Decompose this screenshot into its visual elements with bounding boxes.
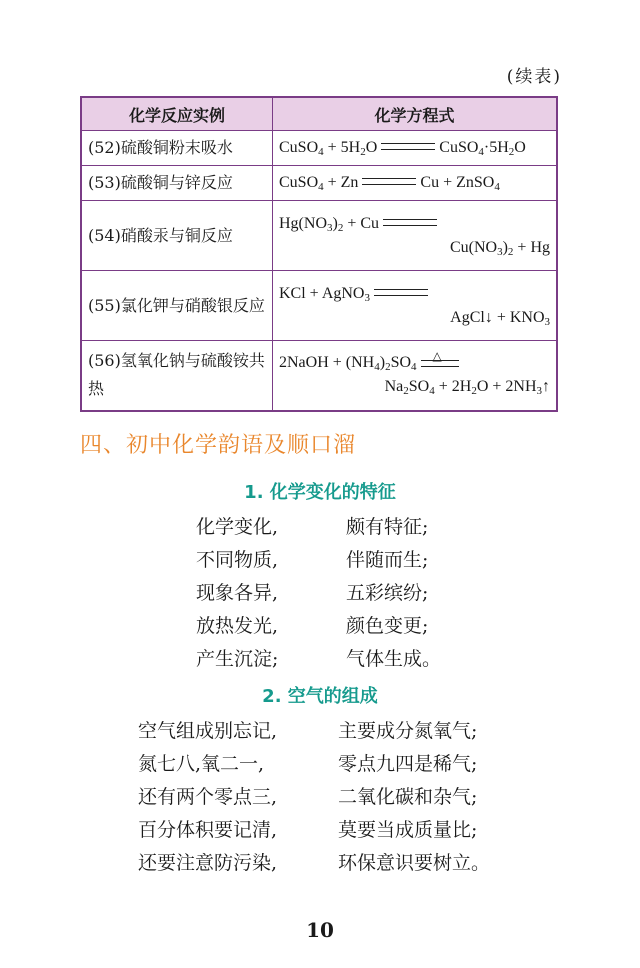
header-example: 化学反应实例 [81, 97, 273, 131]
poem-line [0, 782, 640, 812]
poem-line-right: 颜色变更; [346, 615, 429, 637]
equation-54: $Hg(NO_3)_2 + Cu$ $Cu(NO_3)_2 + Hg$ [273, 201, 558, 271]
poem-line [0, 644, 640, 674]
table-row [81, 341, 557, 411]
poem-line-right: 五彩缤纷; [346, 582, 429, 604]
poem-line [0, 815, 640, 845]
page-number: 10 [306, 918, 334, 942]
poem-line-right: 二氧化碳和杂气; [338, 786, 478, 808]
poem-line-left: 还有两个零点三, [138, 786, 278, 808]
reaction-name: (53)硫酸铜与锌反应 [81, 166, 273, 201]
poem-line [0, 545, 640, 575]
poem-line-right: 主要成分氮氧气; [338, 720, 478, 742]
equation-52: CuSO$_4$ + $5H_2O$ $CuSO_4\cdot 5H_2O$ [273, 131, 558, 166]
poem-line-right: 颇有特征; [346, 516, 429, 538]
poem-line [0, 716, 640, 746]
poem-line-left: 放热发光, [196, 615, 279, 637]
table-header-row [81, 97, 557, 131]
section-title: 四、初中化学韵语及顺口溜 [80, 433, 357, 458]
poem-line-right: 气体生成。 [346, 648, 442, 670]
poem-line-left: 化学变化, [196, 516, 279, 538]
poem-line-left: 氮七八,氧二一, [138, 753, 265, 775]
continued-label: (续表) [506, 67, 562, 87]
reaction-name: (56)氢氧化钠与硫酸铵共热 [81, 341, 273, 411]
poem-line-left: 不同物质, [196, 549, 279, 571]
poem-line [0, 848, 640, 878]
table-row [81, 271, 557, 341]
poem-title-2: 2. 空气的组成 [262, 686, 378, 707]
table-row [81, 201, 557, 271]
reaction-table [80, 96, 558, 412]
poem-line [0, 578, 640, 608]
reaction-name: (52)硫酸铜粉末吸水 [81, 131, 273, 166]
poem-line-right: 环保意识要树立。 [338, 852, 491, 874]
poem-line-right: 莫要当成质量比; [338, 819, 478, 841]
poem-line-left: 现象各异, [196, 582, 279, 604]
poem-line-right: 伴随而生; [346, 549, 429, 571]
poem-line [0, 611, 640, 641]
reaction-name: (54)硝酸汞与铜反应 [81, 201, 273, 271]
table-row [81, 166, 557, 201]
equation-53: CuSO$_4$ + Zn Cu + ZnSO$_4$ [273, 166, 558, 201]
equation-56: 2NaOH + $(NH_4)_2SO_4$ △ $Na_2SO_4 + 2H_2O$ + $2NH_3↑$ [273, 341, 558, 411]
poem-line-right: 零点九四是稀气; [338, 753, 478, 775]
poem-line-left: 百分体积要记清, [138, 819, 278, 841]
poem-line-left: 空气组成别忘记, [138, 720, 278, 742]
poem-line [0, 512, 640, 542]
poem-title-1: 1. 化学变化的特征 [244, 482, 396, 503]
equation-55: KCl + AgNO$_3$ AgCl↓ + $KNO_3$ [273, 271, 558, 341]
table-row [81, 131, 557, 166]
poem-line [0, 749, 640, 779]
reaction-name: (55)氯化钾与硝酸银反应 [81, 271, 273, 341]
header-equation: 化学方程式 [273, 97, 558, 131]
poem-line-left: 产生沉淀; [196, 648, 279, 670]
poem-line-left: 还要注意防污染, [138, 852, 278, 874]
